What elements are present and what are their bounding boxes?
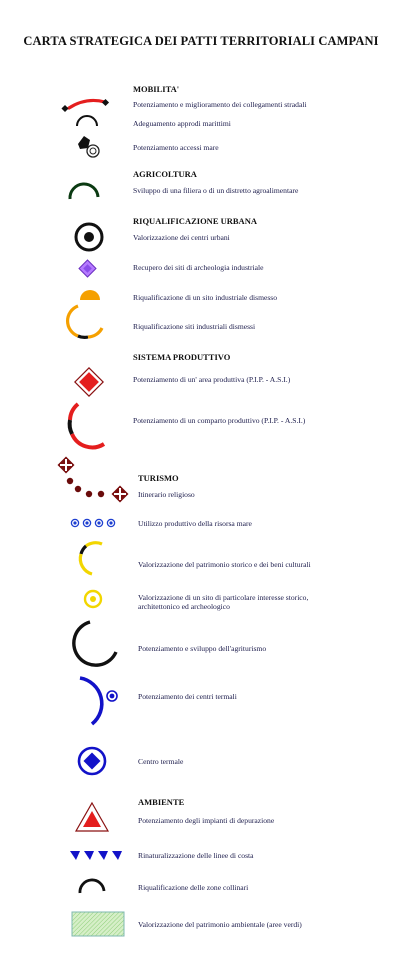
legend-item-thermal-centers: Potenziamento dei centri termali — [138, 692, 237, 701]
legend-item-sea-access: Potenziamento accessi mare — [133, 143, 219, 152]
legend-item-agrifood: Sviluppo di una filiera o di un distretto agroalimentare — [133, 186, 299, 195]
legend-item-historic-site-1: Valorizzazione di un sito di particolare interesse storico, — [138, 593, 309, 602]
legend-item-industrial-archaeology: Recupero dei siti di archeologia industriale — [133, 263, 264, 272]
productive-sector-arc-icon — [60, 398, 112, 454]
coastline-icon — [68, 847, 126, 863]
section-sistema: SISTEMA PRODUTTIVO — [133, 352, 231, 362]
urban-center-icon — [72, 221, 106, 253]
thermal-centers-arc-icon — [72, 672, 124, 730]
section-mobilita: MOBILITA' — [133, 84, 180, 94]
legend-item-disused-sites: Riqualificazione siti industriali dismessi — [133, 322, 256, 331]
historic-site-icon — [82, 588, 104, 610]
thermal-center-icon — [76, 745, 108, 777]
legend-item-cultural-heritage: Valorizzazione del patrimonio storico e dei beni culturali — [138, 560, 311, 569]
green-areas-icon — [70, 910, 126, 938]
legend-item-thermal-center: Centro termale — [138, 757, 184, 766]
section-turismo: TURISMO — [138, 473, 179, 483]
legend-item-productive-area: Potenziamento di un' area produttiva (P.I.P. - A.S.I.) — [133, 375, 291, 384]
disused-site-icon — [78, 286, 102, 302]
sea-landing-icon — [74, 112, 102, 128]
legend-item-productive-sector: Potenziamento di un comparto produttivo (P.I.P. - A.S.I.) — [133, 416, 306, 425]
legend-item-green-areas: Valorizzazione del patrimonio ambientale (aree verdi) — [138, 920, 302, 929]
legend-item-historic-site-2: architettonico ed archeologico — [138, 602, 230, 611]
disused-sites-arc-icon — [64, 302, 108, 340]
hill-zones-arc-icon — [76, 871, 112, 897]
legend-item-coastline: Rinaturalizzazione delle linee di costa — [138, 851, 254, 860]
legend-item-agritourism: Potenziamento e sviluppo dell'agriturismo — [138, 644, 267, 653]
legend-item-religious-route: Itinerario religioso — [138, 490, 195, 499]
legend-item-road-links: Potenziamento e miglioramento dei collegamenti stradali — [133, 100, 307, 109]
section-ambiente: AMBIENTE — [138, 797, 185, 807]
section-agricoltura: AGRICOLTURA — [133, 169, 197, 179]
purification-plant-icon — [74, 801, 110, 833]
legend-item-hill-zones: Riqualificazione delle zone collinari — [138, 883, 249, 892]
section-riqualificazione: RIQUALIFICAZIONE URBANA — [133, 216, 257, 226]
legend-item-purification: Potenziamento degli impianti di depurazione — [138, 816, 275, 825]
page-title: CARTA STRATEGICA DEI PATTI TERRITORIALI CAMPANI — [23, 34, 379, 48]
legend-item-sea-landings: Adeguamento approdi marittimi — [133, 119, 231, 128]
sea-resource-icon — [68, 516, 120, 530]
agrifood-arc-icon — [66, 175, 104, 205]
cultural-heritage-arc-icon — [72, 538, 112, 580]
productive-area-icon — [72, 366, 106, 398]
industrial-archaeology-icon — [77, 258, 99, 280]
sea-access-icon — [76, 134, 104, 160]
agritourism-arc-icon — [64, 618, 124, 670]
legend-item-urban-centers: Valorizzazione dei centri urbani — [133, 233, 230, 242]
religious-route-icon — [56, 456, 132, 504]
legend-item-sea-resource: Utilizzo produttivo della risorsa mare — [138, 519, 252, 528]
legend-item-disused-site: Riqualificazione di un sito industriale dismesso — [133, 293, 278, 302]
